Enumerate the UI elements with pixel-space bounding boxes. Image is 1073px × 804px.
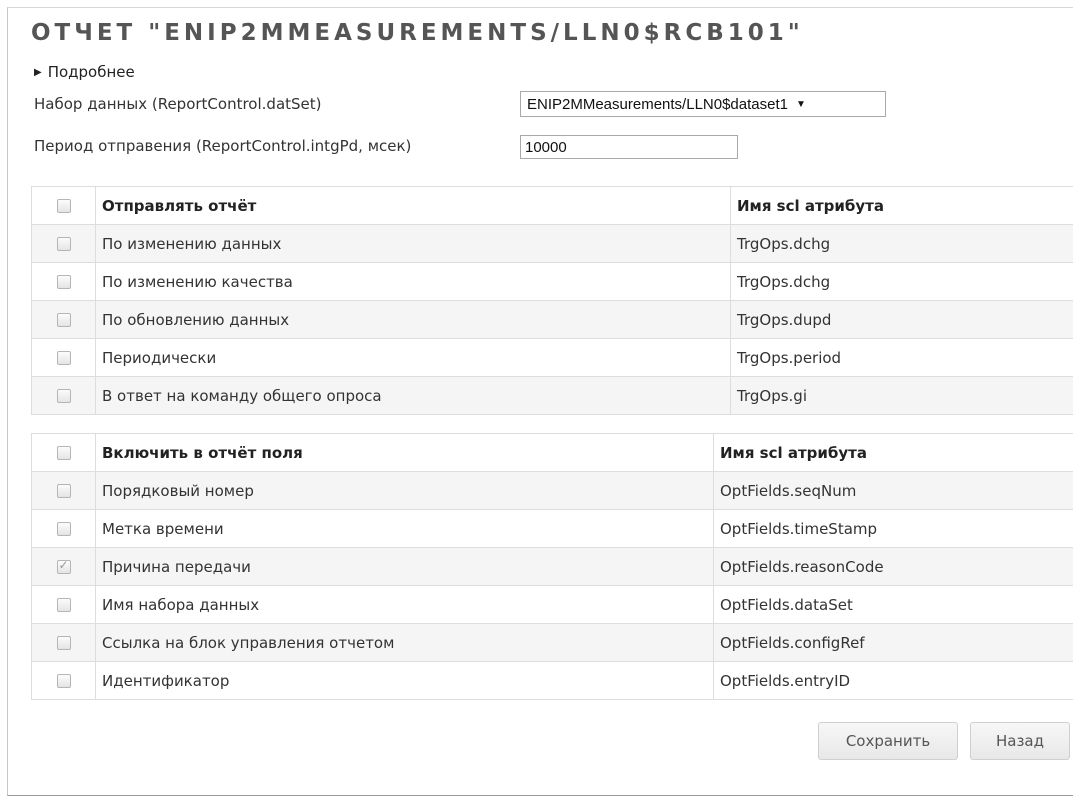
- checkbox-cell: [32, 301, 96, 339]
- row-checkbox[interactable]: [57, 351, 71, 365]
- row-checkbox[interactable]: [57, 674, 71, 688]
- row-checkbox[interactable]: [57, 237, 71, 251]
- row-name: Идентификатор: [96, 662, 714, 700]
- row-name: По обновлению данных: [96, 301, 731, 339]
- row-checkbox[interactable]: [57, 522, 71, 536]
- row-attr: TrgOps.period: [731, 339, 1073, 377]
- table-row: [32, 662, 1073, 700]
- table-row: [32, 339, 1073, 377]
- details-toggle[interactable]: [34, 63, 135, 81]
- row-checkbox[interactable]: [57, 636, 71, 650]
- checkbox-cell: [32, 377, 96, 415]
- row-attr: OptFields.configRef: [714, 624, 1073, 662]
- checkbox-cell: [32, 586, 96, 624]
- row-attr: OptFields.seqNum: [714, 472, 1073, 510]
- checkbox-cell: [32, 510, 96, 548]
- dataset-label: Набор данных (ReportControl.datSet): [34, 95, 322, 113]
- period-input[interactable]: [520, 135, 738, 159]
- row-name: Периодически: [96, 339, 731, 377]
- checkbox-cell: [32, 434, 96, 472]
- page-title: ОТЧЕТ "ENIP2MMEASUREMENTS/LLN0$RCB101": [31, 20, 804, 46]
- table-row: [32, 624, 1073, 662]
- column-header-name: Отправлять отчёт: [96, 187, 731, 225]
- save-button[interactable]: Сохранить: [818, 722, 958, 760]
- expand-triangle-icon: ▶: [34, 66, 42, 78]
- dataset-select[interactable]: [520, 91, 886, 117]
- row-checkbox[interactable]: [57, 275, 71, 289]
- table-row: [32, 472, 1073, 510]
- row-attr: TrgOps.dchg: [731, 225, 1073, 263]
- table-row: [32, 301, 1073, 339]
- optfields-table: [31, 433, 1073, 700]
- row-name: По изменению качества: [96, 263, 731, 301]
- row-attr: TrgOps.dchg: [731, 263, 1073, 301]
- checkbox-cell: [32, 187, 96, 225]
- table-row: [32, 548, 1073, 586]
- checkbox-cell: [32, 263, 96, 301]
- checkbox-cell: [32, 339, 96, 377]
- column-header-name: Включить в отчёт поля: [96, 434, 714, 472]
- select-all-checkbox[interactable]: [57, 446, 71, 460]
- row-checkbox[interactable]: [57, 598, 71, 612]
- triggers-table: [31, 186, 1073, 415]
- row-checkbox[interactable]: [57, 313, 71, 327]
- table-row: [32, 377, 1073, 415]
- table-row: [32, 510, 1073, 548]
- table-row: [32, 586, 1073, 624]
- row-attr: OptFields.reasonCode: [714, 548, 1073, 586]
- row-attr: OptFields.timeStamp: [714, 510, 1073, 548]
- select-all-checkbox[interactable]: [57, 199, 71, 213]
- row-name: Имя набора данных: [96, 586, 714, 624]
- checkbox-cell: [32, 472, 96, 510]
- row-checkbox[interactable]: [57, 484, 71, 498]
- checkbox-cell: [32, 662, 96, 700]
- dropdown-arrow-icon: ▼: [795, 98, 806, 110]
- table-header-row: [32, 434, 1073, 472]
- row-attr: TrgOps.dupd: [731, 301, 1073, 339]
- period-label: Период отправения (ReportControl.intgPd, мсек): [34, 137, 412, 155]
- table-header-row: [32, 187, 1073, 225]
- details-label: Подробнее: [47, 63, 135, 81]
- row-checkbox[interactable]: [57, 389, 71, 403]
- row-name: Ссылка на блок управления отчетом: [96, 624, 714, 662]
- checkbox-cell: [32, 548, 96, 586]
- dataset-selected-value: ENIP2MMeasurements/LLN0$dataset1: [527, 95, 788, 113]
- row-name: Порядковый номер: [96, 472, 714, 510]
- row-attr: TrgOps.gi: [731, 377, 1073, 415]
- row-attr: OptFields.entryID: [714, 662, 1073, 700]
- back-button[interactable]: Назад: [970, 722, 1070, 760]
- row-name: По изменению данных: [96, 225, 731, 263]
- column-header-attr: Имя scl атрибута: [714, 434, 1073, 472]
- row-name: Причина передачи: [96, 548, 714, 586]
- column-header-attr: Имя scl атрибута: [731, 187, 1073, 225]
- checkbox-cell: [32, 624, 96, 662]
- row-name: Метка времени: [96, 510, 714, 548]
- checkbox-cell: [32, 225, 96, 263]
- table-row: [32, 263, 1073, 301]
- row-checkbox[interactable]: [57, 560, 71, 574]
- row-attr: OptFields.dataSet: [714, 586, 1073, 624]
- table-row: [32, 225, 1073, 263]
- row-name: В ответ на команду общего опроса: [96, 377, 731, 415]
